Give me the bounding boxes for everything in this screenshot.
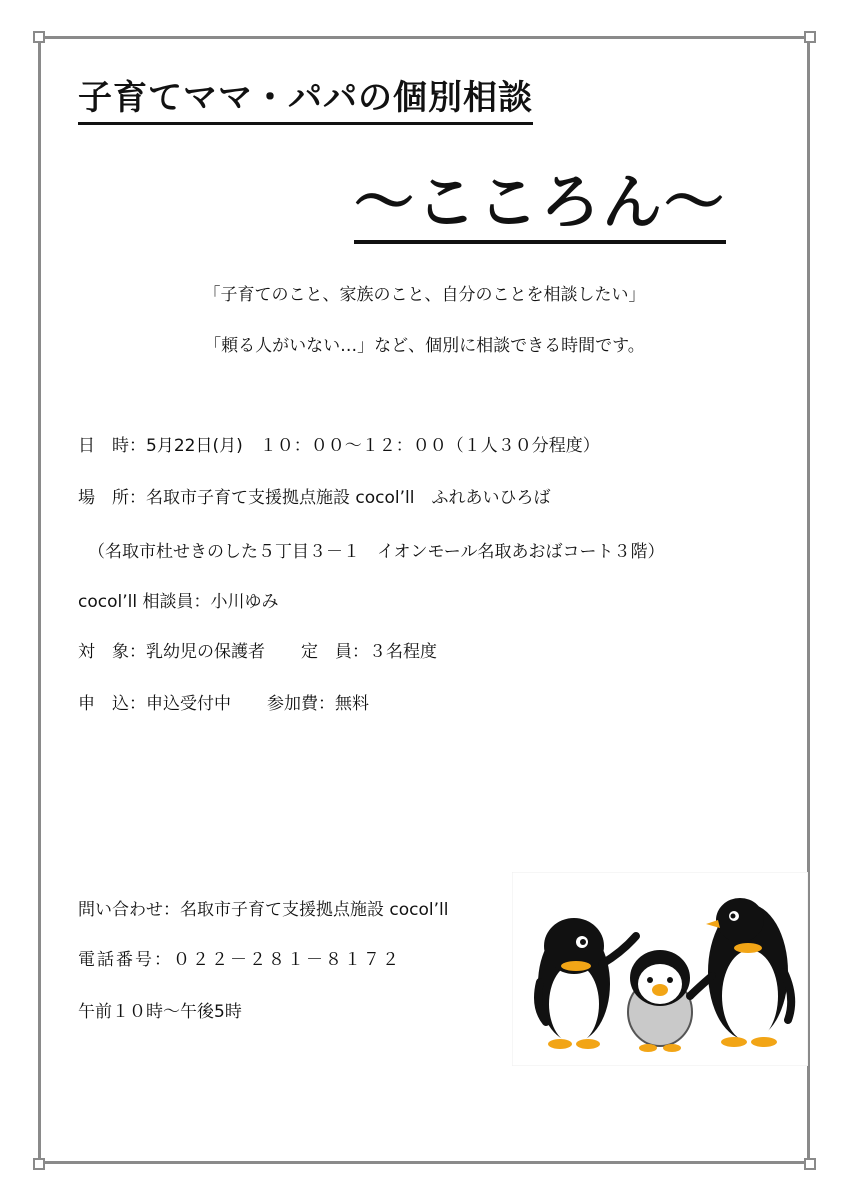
program-name: ～こころん～ [354,170,726,244]
event-capacity: 定 員：３名程度 [301,642,437,662]
penguin-chick-icon [628,950,692,1052]
contact-hours: 午前１０時～午後5時 [78,1002,242,1022]
intro-line: 「頼る人がいない…」など、個別に相談できる時間です。 [204,336,645,356]
event-staff: cocol’ll 相談員：小川ゆみ [78,592,279,612]
border-corner [33,31,45,43]
event-apply-row [78,692,369,716]
event-address: （名取市杜せきのした５丁目３－１ イオンモール名取あおばコート３階） [88,542,665,562]
event-target-row [78,640,437,664]
penguin-family-icon [512,872,808,1066]
contact-phone: 電話番号：０２２－２８１－８１７２ [78,950,401,970]
intro-line: 「子育てのこと、家族のこと、自分のことを相談したい」 [203,285,646,305]
event-target: 対 象：乳幼児の保護者 [78,642,265,662]
page-title: 子育てママ・パパの個別相談 [78,76,533,125]
event-place: 場 所：名取市子育て支援拠点施設 cocol’ll ふれあいひろば [78,488,551,508]
event-apply: 申 込：申込受付中 [78,694,231,714]
border-corner [804,31,816,43]
event-date: 日 時：5月22日(月) １０：００～１２：００（１人３０分程度） [78,436,600,456]
event-fee: 参加費：無料 [267,694,369,714]
contact-inquiry: 問い合わせ：名取市子育て支援拠点施設 cocol’ll [78,900,449,920]
border-corner [33,1158,45,1170]
border-corner [804,1158,816,1170]
